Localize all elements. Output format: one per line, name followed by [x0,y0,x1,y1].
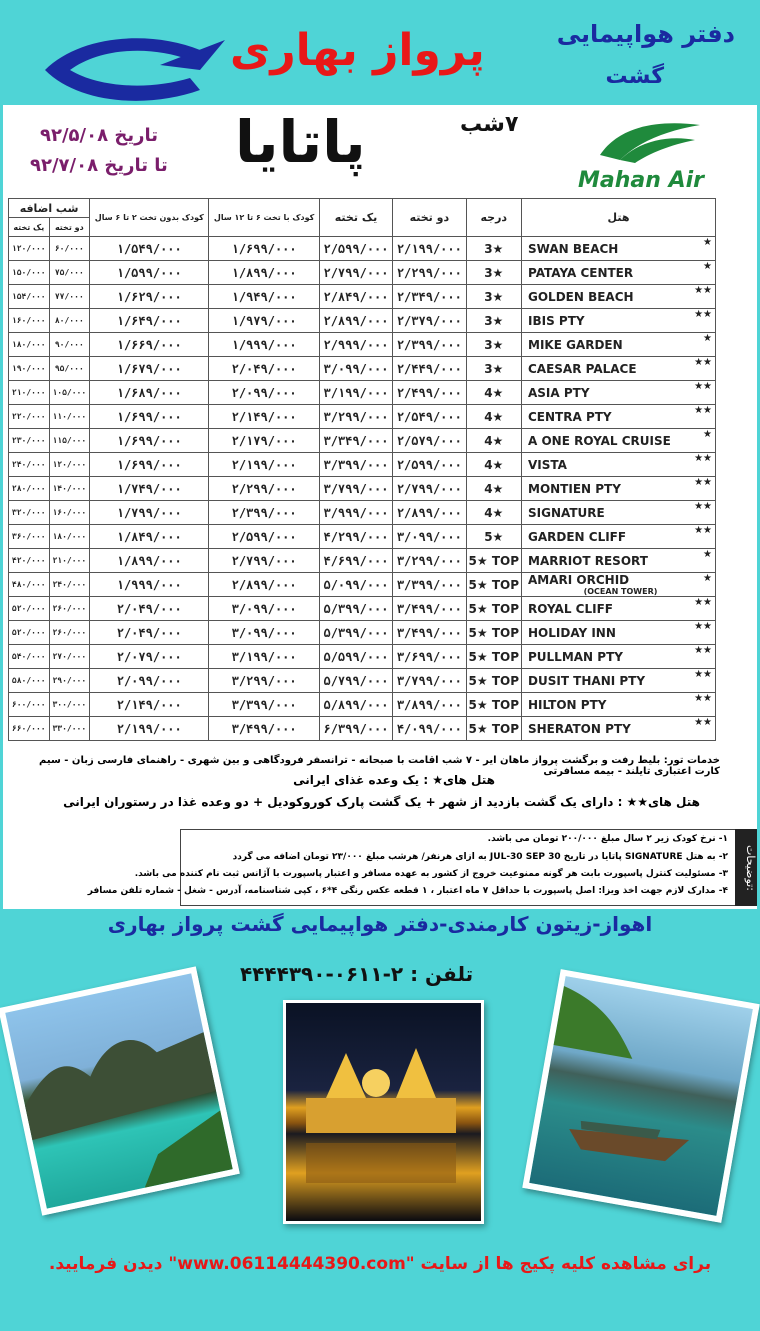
extra-double-price: ۳۰۰/۰۰۰ [49,693,90,717]
hotel-star-icon: ★★ [694,309,712,320]
extra-double-price: ۷۷/۰۰۰ [49,285,90,309]
hotel-star-icon: ★★ [694,669,712,680]
extra-single-price: ۱۵۴/۰۰۰ [9,285,50,309]
extra-single-price: ۲۲۰/۰۰۰ [9,405,50,429]
hotel-name-cell [522,477,716,501]
child-nobed-price: ۲/۰۹۹/۰۰۰ [90,669,209,693]
hotel-name-cell [522,645,716,669]
table-row [9,429,716,453]
table-row [9,645,716,669]
extra-double-price: ۱۱۵/۰۰۰ [49,429,90,453]
table-row [9,717,716,741]
table-row [9,285,716,309]
hotel-grade: 4★ [466,381,521,405]
extra-double-price: ۱۶۰/۰۰۰ [49,501,90,525]
services-text: خدمات تور: بلیط رفت و برگشت پرواز ماهان ایر - ۷ شب اقامت با صبحانه - ترانسفر فرودگاهی و بین شهری - راهنمای فارسی زبان - سیم کارت اعتباری تایلند - بیمه مسافرتی [39,755,720,777]
single-price: ۵/۳۹۹/۰۰۰ [319,597,392,621]
child-nobed-price: ۲/۰۷۹/۰۰۰ [90,645,209,669]
child-bed-price: ۳/۰۹۹/۰۰۰ [209,621,319,645]
child-bed-price: ۲/۵۹۹/۰۰۰ [209,525,319,549]
extra-single-price: ۳۶۰/۰۰۰ [9,525,50,549]
header-grade: درجه [466,199,521,237]
note-2: ۲- به هتل SIGNATURE پاتایا در تاریخ 30 JUL-30 SEP به ازای هرنفر/ هرشب مبلغ ۲۳/۰۰۰ تومان اضافه می گردد [232,852,728,862]
single-price: ۳/۰۹۹/۰۰۰ [319,357,392,381]
double-price: ۲/۵۷۹/۰۰۰ [393,429,466,453]
hotel-name: AMARI ORCHID [528,573,630,587]
hotel-star-icon: ★★ [694,453,712,464]
website-note: برای مشاهده کلیه پکیج ها از سایت "www.06114444390.com" دیدن فرمایید. [48,1254,712,1274]
table-row [9,453,716,477]
double-price: ۲/۳۷۹/۰۰۰ [393,309,466,333]
single-price: ۴/۲۹۹/۰۰۰ [319,525,392,549]
table-row [9,405,716,429]
single-price: ۵/۷۹۹/۰۰۰ [319,669,392,693]
double-price: ۲/۱۹۹/۰۰۰ [393,237,466,261]
hotel-name-cell [522,717,716,741]
hotel-name: HILTON PTY [528,697,607,712]
hotel-name: SWAN BEACH [528,241,619,256]
hotel-name-cell [522,333,716,357]
extra-double-price: ۳۳۰/۰۰۰ [49,717,90,741]
child-nobed-price: ۱/۶۲۹/۰۰۰ [90,285,209,309]
hotel-info-one-star: هتل های★ : یک وعده غذای ایرانی [293,773,495,787]
child-bed-price: ۱/۸۹۹/۰۰۰ [209,261,319,285]
double-price: ۳/۰۹۹/۰۰۰ [393,525,466,549]
hotel-star-icon: ★ [703,261,712,272]
extra-single-price: ۲۱۰/۰۰۰ [9,381,50,405]
hotel-star-icon: ★★ [694,597,712,608]
hotel-star-icon: ★★ [694,525,712,536]
extra-double-price: ۲۶۰/۰۰۰ [49,597,90,621]
table-row [9,693,716,717]
child-bed-price: ۱/۶۹۹/۰۰۰ [209,237,319,261]
hotel-name: ROYAL CLIFF [528,601,613,616]
child-bed-price: ۲/۰۴۹/۰۰۰ [209,357,319,381]
header-child-bed: کودک با تخت ۶ تا ۱۲ سال [209,199,319,237]
single-price: ۳/۷۹۹/۰۰۰ [319,477,392,501]
hotel-grade: 5★ TOP [466,693,521,717]
hotel-grade: 4★ [466,405,521,429]
double-price: ۲/۴۹۹/۰۰۰ [393,381,466,405]
hotel-star-icon: ★★ [694,693,712,704]
nights-label: ۷شب [460,112,519,137]
table-row [9,669,716,693]
agency-address: اهواز-زیتون کارمندی-دفتر هواپیمایی گشت پرواز بهاری [107,912,653,936]
hotel-name-cell [522,429,716,453]
hotel-grade: 5★ TOP [466,573,521,597]
hotel-star-icon: ★ [703,573,712,584]
extra-single-price: ۱۲۰/۰۰۰ [9,237,50,261]
extra-double-price: ۱۴۰/۰۰۰ [49,477,90,501]
hotel-grade: 4★ [466,477,521,501]
hotel-name: A ONE ROYAL CRUISE [528,433,671,448]
note-4: ۴- مدارک لازم جهت اخذ ویزا: اصل پاسپورت با حداقل ۷ ماه اعتبار ، ۱ قطعه عکس رنگی ۴*۶ ، کپی شناسنامه، آدرس - شغل - شماره تلفن مسافر [87,886,728,896]
island-photo-left [0,966,240,1215]
table-row [9,309,716,333]
hotel-star-icon: ★★ [694,621,712,632]
extra-single-price: ۲۳۰/۰۰۰ [9,429,50,453]
hotel-name: CENTRA PTY [528,409,612,424]
boat-photo-right [522,969,759,1223]
child-bed-price: ۲/۸۹۹/۰۰۰ [209,573,319,597]
table-row [9,621,716,645]
hotel-grade: 5★ [466,525,521,549]
table-row [9,501,716,525]
hotel-grade: 5★ TOP [466,621,521,645]
double-price: ۲/۴۴۹/۰۰۰ [393,357,466,381]
table-row [9,525,716,549]
child-nobed-price: ۲/۰۴۹/۰۰۰ [90,597,209,621]
child-nobed-price: ۲/۱۹۹/۰۰۰ [90,717,209,741]
child-nobed-price: ۱/۷۴۹/۰۰۰ [90,477,209,501]
double-price: ۲/۲۹۹/۰۰۰ [393,261,466,285]
single-price: ۲/۸۹۹/۰۰۰ [319,309,392,333]
table-row [9,237,716,261]
single-price: ۲/۹۹۹/۰۰۰ [319,333,392,357]
child-nobed-price: ۱/۶۴۹/۰۰۰ [90,309,209,333]
double-price: ۲/۵۴۹/۰۰۰ [393,405,466,429]
mahan-air-logo-icon [590,115,710,165]
hotel-grade: 4★ [466,501,521,525]
extra-single-price: ۱۶۰/۰۰۰ [9,309,50,333]
hotel-grade: 5★ TOP [466,645,521,669]
hotel-name: VISTA [528,457,567,472]
extra-double-price: ۱۰۵/۰۰۰ [49,381,90,405]
agency-subtitle: گشت [605,64,664,89]
extra-double-price: ۸۰/۰۰۰ [49,309,90,333]
child-nobed-price: ۱/۵۹۹/۰۰۰ [90,261,209,285]
table-row [9,357,716,381]
hotel-name-cell [522,285,716,309]
brand-title: پرواز بهاری [230,25,485,76]
hotel-name: MARRIOT RESORT [528,553,648,568]
header-extra-night: شب اضافه [9,199,90,218]
hotel-name-cell [522,549,716,573]
hotel-grade: 5★ TOP [466,549,521,573]
note-3: ۳- مسئولیت کنترل پاسپورت بابت هر گونه ممنوعیت خروج از کشور به عهده مسافر و اعتبار پاسپورت با آژانس ثبت نام کننده می باشد. [134,869,728,879]
extra-double-price: ۲۹۰/۰۰۰ [49,669,90,693]
child-bed-price: ۲/۱۷۹/۰۰۰ [209,429,319,453]
child-nobed-price: ۱/۷۹۹/۰۰۰ [90,501,209,525]
hotel-star-icon: ★★ [694,357,712,368]
double-price: ۴/۰۹۹/۰۰۰ [393,717,466,741]
hotel-star-icon: ★ [703,429,712,440]
single-price: ۳/۹۹۹/۰۰۰ [319,501,392,525]
hotel-grade: 3★ [466,357,521,381]
table-row [9,597,716,621]
table-row [9,333,716,357]
child-nobed-price: ۱/۸۹۹/۰۰۰ [90,549,209,573]
hotel-star-icon: ★★ [694,285,712,296]
table-row [9,261,716,285]
child-nobed-price: ۲/۰۴۹/۰۰۰ [90,621,209,645]
agency-title: دفتر هواپیمایی [556,20,735,48]
double-price: ۳/۷۹۹/۰۰۰ [393,669,466,693]
table-row [9,477,716,501]
hotel-name: ASIA PTY [528,385,590,400]
hotel-name: DUSIT THANI PTY [528,673,646,688]
child-bed-price: ۱/۹۹۹/۰۰۰ [209,333,319,357]
hotel-grade: 5★ TOP [466,717,521,741]
extra-double-price: ۱۱۰/۰۰۰ [49,405,90,429]
hotel-star-icon: ★ [703,333,712,344]
extra-single-price: ۱۸۰/۰۰۰ [9,333,50,357]
child-bed-price: ۳/۱۹۹/۰۰۰ [209,645,319,669]
hotel-name: SIGNATURE [528,505,605,520]
hotel-star-icon: ★★ [694,405,712,416]
extra-double-price: ۹۵/۰۰۰ [49,357,90,381]
table-row [9,549,716,573]
hotel-star-icon: ★★ [694,477,712,488]
double-price: ۲/۷۹۹/۰۰۰ [393,477,466,501]
extra-single-price: ۵۸۰/۰۰۰ [9,669,50,693]
child-bed-price: ۳/۳۹۹/۰۰۰ [209,693,319,717]
hotel-star-icon: ★ [703,237,712,248]
extra-single-price: ۵۲۰/۰۰۰ [9,597,50,621]
hotel-name-cell [522,309,716,333]
hotel-info-two-star: هتل های★★ : دارای یک گشت بازدید از شهر + یک گشت پارک کوروکودیل + دو وعده غذا در رستوران ایرانی [63,795,700,809]
extra-double-price: ۷۵/۰۰۰ [49,261,90,285]
child-bed-price: ۲/۱۹۹/۰۰۰ [209,453,319,477]
hotel-star-icon: ★ [703,549,712,560]
header-single: یک تخته [319,199,392,237]
extra-double-price: ۱۲۰/۰۰۰ [49,453,90,477]
extra-single-price: ۲۴۰/۰۰۰ [9,453,50,477]
single-price: ۵/۸۹۹/۰۰۰ [319,693,392,717]
hotel-name: HOLIDAY INN [528,625,616,640]
notes-label: توضیحات: [735,829,757,906]
extra-single-price: ۶۶۰/۰۰۰ [9,717,50,741]
extra-single-price: ۶۰۰/۰۰۰ [9,693,50,717]
hotel-name: IBIS PTY [528,313,585,328]
child-bed-price: ۲/۰۹۹/۰۰۰ [209,381,319,405]
hotel-name-cell [522,357,716,381]
hotel-name-cell [522,261,716,285]
hotel-name-cell [522,381,716,405]
child-nobed-price: ۱/۸۴۹/۰۰۰ [90,525,209,549]
hotel-grade: 3★ [466,309,521,333]
header-double: دو تخته [393,199,466,237]
child-nobed-price: ۱/۶۸۹/۰۰۰ [90,381,209,405]
extra-double-price: ۶۰/۰۰۰ [49,237,90,261]
hotel-name-cell [522,453,716,477]
date-from: تاریخ ۹۲/۵/۰۸ [40,125,158,146]
note-1: ۱- نرخ کودک زیر ۲ سال مبلغ ۲۰۰/۰۰۰ تومان می باشد. [487,834,728,844]
hotel-grade: 5★ TOP [466,669,521,693]
table-row [9,573,716,597]
double-price: ۲/۳۴۹/۰۰۰ [393,285,466,309]
header-extra-double: دو تخته [49,218,90,237]
double-price: ۳/۸۹۹/۰۰۰ [393,693,466,717]
hotel-name-cell [522,237,716,261]
double-price: ۳/۳۹۹/۰۰۰ [393,573,466,597]
phone-number: تلفن : ۲-۰۶۱۱-۴۴۴۴۳۹۰ [240,962,474,986]
hotel-name: PATAYA CENTER [528,265,634,280]
hotel-grade: 4★ [466,453,521,477]
price-table [8,198,716,741]
single-price: ۲/۷۹۹/۰۰۰ [319,261,392,285]
child-bed-price: ۳/۴۹۹/۰۰۰ [209,717,319,741]
single-price: ۳/۱۹۹/۰۰۰ [319,381,392,405]
child-nobed-price: ۱/۶۹۹/۰۰۰ [90,453,209,477]
extra-single-price: ۴۸۰/۰۰۰ [9,573,50,597]
extra-double-price: ۲۷۰/۰۰۰ [49,645,90,669]
hotel-grade: 3★ [466,237,521,261]
header-child-nobed: کودک بدون تخت ۲ تا ۶ سال [90,199,209,237]
destination-title: پاتایا [235,108,366,176]
hotel-grade: 3★ [466,261,521,285]
child-nobed-price: ۱/۵۴۹/۰۰۰ [90,237,209,261]
child-bed-price: ۳/۰۹۹/۰۰۰ [209,597,319,621]
hotel-grade: 4★ [466,429,521,453]
hotel-name-cell [522,573,716,597]
hotel-name: SHERATON PTY [528,721,631,736]
child-bed-price: ۱/۹۷۹/۰۰۰ [209,309,319,333]
hotel-grade: 3★ [466,285,521,309]
hotel-name-cell [522,525,716,549]
bird-logo-icon [40,30,230,110]
temple-photo-center [283,1000,484,1224]
child-bed-price: ۲/۳۹۹/۰۰۰ [209,501,319,525]
hotel-star-icon: ★★ [694,381,712,392]
hotel-name: GOLDEN BEACH [528,289,634,304]
hotel-name: MIKE GARDEN [528,337,623,352]
single-price: ۵/۳۹۹/۰۰۰ [319,621,392,645]
child-nobed-price: ۱/۹۹۹/۰۰۰ [90,573,209,597]
hotel-name-cell [522,597,716,621]
extra-double-price: ۱۸۰/۰۰۰ [49,525,90,549]
hotel-star-icon: ★★ [694,717,712,728]
airline-name: Mahan Air [578,168,704,193]
header-extra-single: یک تخته [9,218,50,237]
extra-double-price: ۲۶۰/۰۰۰ [49,621,90,645]
child-bed-price: ۱/۹۴۹/۰۰۰ [209,285,319,309]
hotel-name: GARDEN CLIFF [528,529,627,544]
double-price: ۳/۶۹۹/۰۰۰ [393,645,466,669]
extra-single-price: ۵۲۰/۰۰۰ [9,621,50,645]
double-price: ۳/۲۹۹/۰۰۰ [393,549,466,573]
header-hotel: هتل [522,199,716,237]
extra-single-price: ۳۲۰/۰۰۰ [9,501,50,525]
single-price: ۴/۶۹۹/۰۰۰ [319,549,392,573]
child-nobed-price: ۱/۶۹۹/۰۰۰ [90,405,209,429]
single-price: ۳/۲۹۹/۰۰۰ [319,405,392,429]
single-price: ۵/۵۹۹/۰۰۰ [319,645,392,669]
extra-double-price: ۲۴۰/۰۰۰ [49,573,90,597]
hotel-grade: 3★ [466,333,521,357]
single-price: ۲/۵۹۹/۰۰۰ [319,237,392,261]
extra-single-price: ۴۲۰/۰۰۰ [9,549,50,573]
extra-single-price: ۵۴۰/۰۰۰ [9,645,50,669]
child-bed-price: ۲/۱۴۹/۰۰۰ [209,405,319,429]
hotel-grade: 5★ TOP [466,597,521,621]
double-price: ۲/۵۹۹/۰۰۰ [393,453,466,477]
single-price: ۵/۰۹۹/۰۰۰ [319,573,392,597]
child-nobed-price: ۱/۶۷۹/۰۰۰ [90,357,209,381]
child-nobed-price: ۲/۱۴۹/۰۰۰ [90,693,209,717]
table-row [9,381,716,405]
hotel-name-cell [522,405,716,429]
hotel-name: MONTIEN PTY [528,481,621,496]
hotel-subname: (OCEAN TOWER) [583,587,658,596]
hotel-name-cell [522,693,716,717]
child-bed-price: ۲/۷۹۹/۰۰۰ [209,549,319,573]
single-price: ۳/۳۴۹/۰۰۰ [319,429,392,453]
child-nobed-price: ۱/۶۹۹/۰۰۰ [90,429,209,453]
hotel-name-cell [522,669,716,693]
hotel-name: CAESAR PALACE [528,361,637,376]
double-price: ۲/۳۹۹/۰۰۰ [393,333,466,357]
double-price: ۳/۴۹۹/۰۰۰ [393,621,466,645]
double-price: ۲/۸۹۹/۰۰۰ [393,501,466,525]
extra-single-price: ۱۹۰/۰۰۰ [9,357,50,381]
hotel-star-icon: ★★ [694,501,712,512]
hotel-name: PULLMAN PTY [528,649,623,664]
extra-single-price: ۱۵۰/۰۰۰ [9,261,50,285]
single-price: ۳/۳۹۹/۰۰۰ [319,453,392,477]
double-price: ۳/۴۹۹/۰۰۰ [393,597,466,621]
single-price: ۲/۸۴۹/۰۰۰ [319,285,392,309]
hotel-name-cell [522,501,716,525]
single-price: ۶/۳۹۹/۰۰۰ [319,717,392,741]
extra-single-price: ۲۸۰/۰۰۰ [9,477,50,501]
extra-double-price: ۹۰/۰۰۰ [49,333,90,357]
date-to: تا تاریخ ۹۲/۷/۰۸ [30,155,168,176]
child-bed-price: ۳/۲۹۹/۰۰۰ [209,669,319,693]
hotel-name-cell [522,621,716,645]
extra-double-price: ۲۱۰/۰۰۰ [49,549,90,573]
child-bed-price: ۲/۲۹۹/۰۰۰ [209,477,319,501]
child-nobed-price: ۱/۶۶۹/۰۰۰ [90,333,209,357]
hotel-star-icon: ★★ [694,645,712,656]
